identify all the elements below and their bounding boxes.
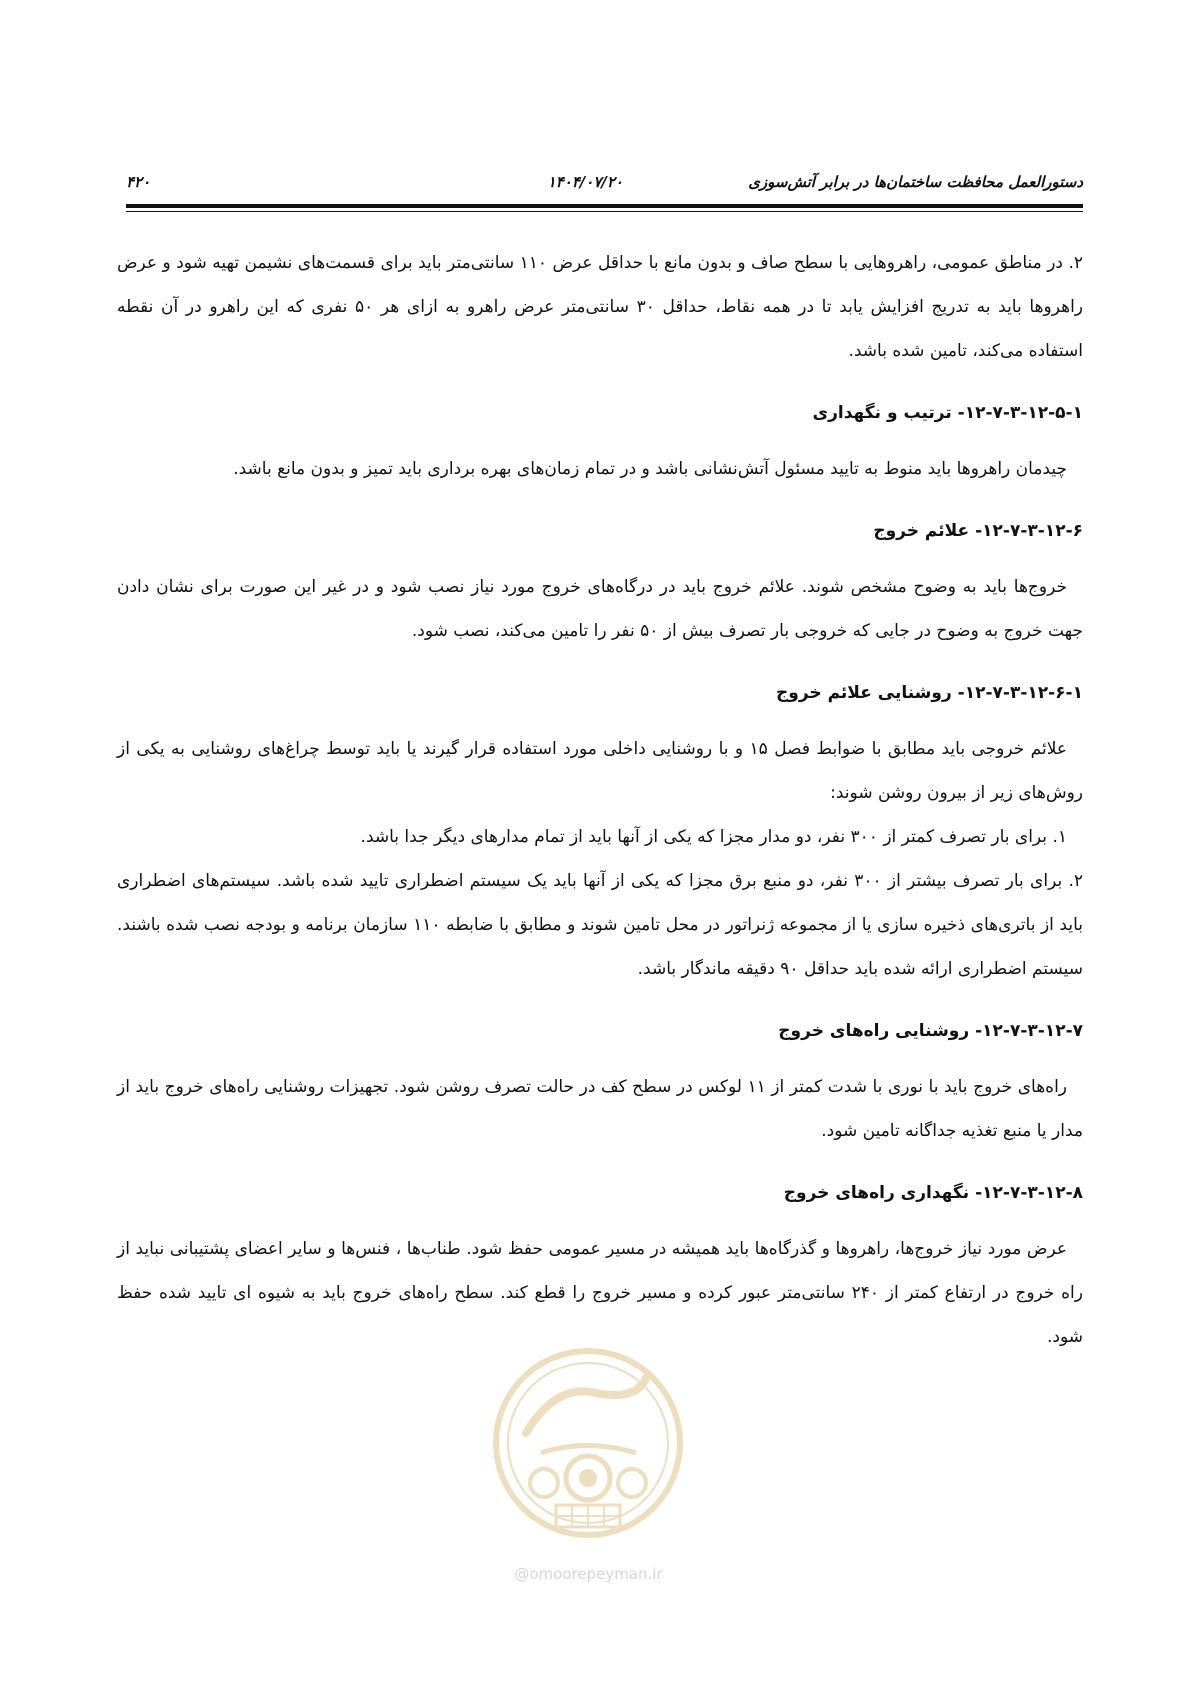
watermark-site: @omoorepeyman.ir xyxy=(514,1565,663,1583)
watermark-seal-icon xyxy=(486,1343,691,1558)
paragraph-exit-sign-lighting: علائم خروجی باید مطابق با ضوابط فصل ۱۵ و با روشنایی داخلی مورد استفاده قرار گیرند یا باید توسط چراغ‌های روشنایی به یکی از روش‌های زیر از بیرون روشن شوند: xyxy=(117,739,1083,803)
heading-exit-route-lighting: ۱۲-۷-۳-۱۲-۷- روشنایی راه‌های خروج xyxy=(778,1021,1083,1041)
page-header xyxy=(126,170,1083,200)
document-title: دستورالعمل محافظت ساختمان‌ها در برابر آتش‌سوزی xyxy=(748,173,1083,191)
header-rule-thick xyxy=(126,204,1083,208)
paragraph-exit-route-maintenance: عرض مورد نیاز خروج‌ها، راهروها و گذرگاه‌ها باید همیشه در مسیر عمومی حفظ شود. طناب‌ها ، فنس‌ها و سایر اعضای پشتیبانی نباید از راه خروج در ارتفاع کمتر از ۲۴۰ سانتی‌متر عبور کرده و مسیر خروج را قطع کند. سطح راه‌های خروج باید به شیوه ای تایید شده حفظ شود. xyxy=(117,1239,1083,1347)
paragraph-exit-route-lighting: راه‌های خروج باید با نوری با شدت کمتر از ۱۱ لوکس در سطح کف در حالت تصرف روشن شود. تجهیزات روشنایی راه‌های خروج باید از مدار یا منبع تغذیه جداگانه تامین شود. xyxy=(117,1077,1083,1141)
header-rule-thin xyxy=(126,211,1083,212)
paragraph-exit-signs: خروج‌ها باید به وضوح مشخص شوند. علائم خروج باید در درگاه‌های خروج مورد نیاز نصب شود و در غیر این صورت برای نشان دادن جهت خروج به وضوح در جایی که خروجی بار تصرف بیش از ۵۰ نفر را تامین می‌کند، نصب شود. xyxy=(117,577,1083,641)
list-item-1: ۱. برای بار تصرف کمتر از ۳۰۰ نفر، دو مدار مجزا که یکی از آنها باید از تمام مدارهای دیگر جدا باشد. xyxy=(360,827,1067,847)
heading-exit-signs: ۱۲-۷-۳-۱۲-۶- علائم خروج xyxy=(873,521,1083,541)
page-number: ۴۲۰ xyxy=(126,173,151,191)
document-date: ۱۴۰۴/۰۷/۲۰ xyxy=(547,173,623,191)
heading-exit-route-maintenance: ۱۲-۷-۳-۱۲-۸- نگهداری راه‌های خروج xyxy=(783,1183,1083,1203)
paragraph-corridor-width: ۲. در مناطق عمومی، راهروهایی با سطح صاف و بدون مانع با حداقل عرض ۱۱۰ سانتی‌متر باید برای قسمت‌های نشیمن تهیه شود و عرض راهروها باید به تدریج افزایش یابد تا در همه نقاط، حداقل ۳۰ سانتی‌متر عرض راهرو به ازای هر ۵۰ نفری که این راهرو در آن نقطه استفاده می‌کند، تامین شده باشد. xyxy=(117,253,1084,361)
list-item-2: ۲. برای بار تصرف بیشتر از ۳۰۰ نفر، دو منبع برق مجزا که یکی از آنها باید یک سیستم اضطراری تایید شده باشد. سیستم‌های اضطراری باید از باتری‌های ذخیره سازی یا از مجموعه ژنراتور در محل تامین شوند و مطابق با ضابطه ۱۱۰ سازمان برنامه و بودجه نصب شده باشند. سیستم اضطراری ارائه شده باید حداقل ۹۰ دقیقه ماندگار باشد. xyxy=(117,871,1083,979)
page-body xyxy=(117,241,1083,1359)
watermark-logo xyxy=(486,1343,691,1583)
heading-exit-sign-lighting: ۱۲-۷-۳-۱۲-۶-۱- روشنایی علائم خروج xyxy=(776,683,1083,703)
paragraph-arrangement: چیدمان راهروها باید منوط به تایید مسئول آتش‌نشانی باشد و در تمام زمان‌های بهره برداری باید تمیز و بدون مانع باشد. xyxy=(233,459,1067,479)
heading-arrangement-maintenance: ۱۲-۷-۳-۱۲-۵-۱- ترتیب و نگهداری xyxy=(812,403,1083,423)
